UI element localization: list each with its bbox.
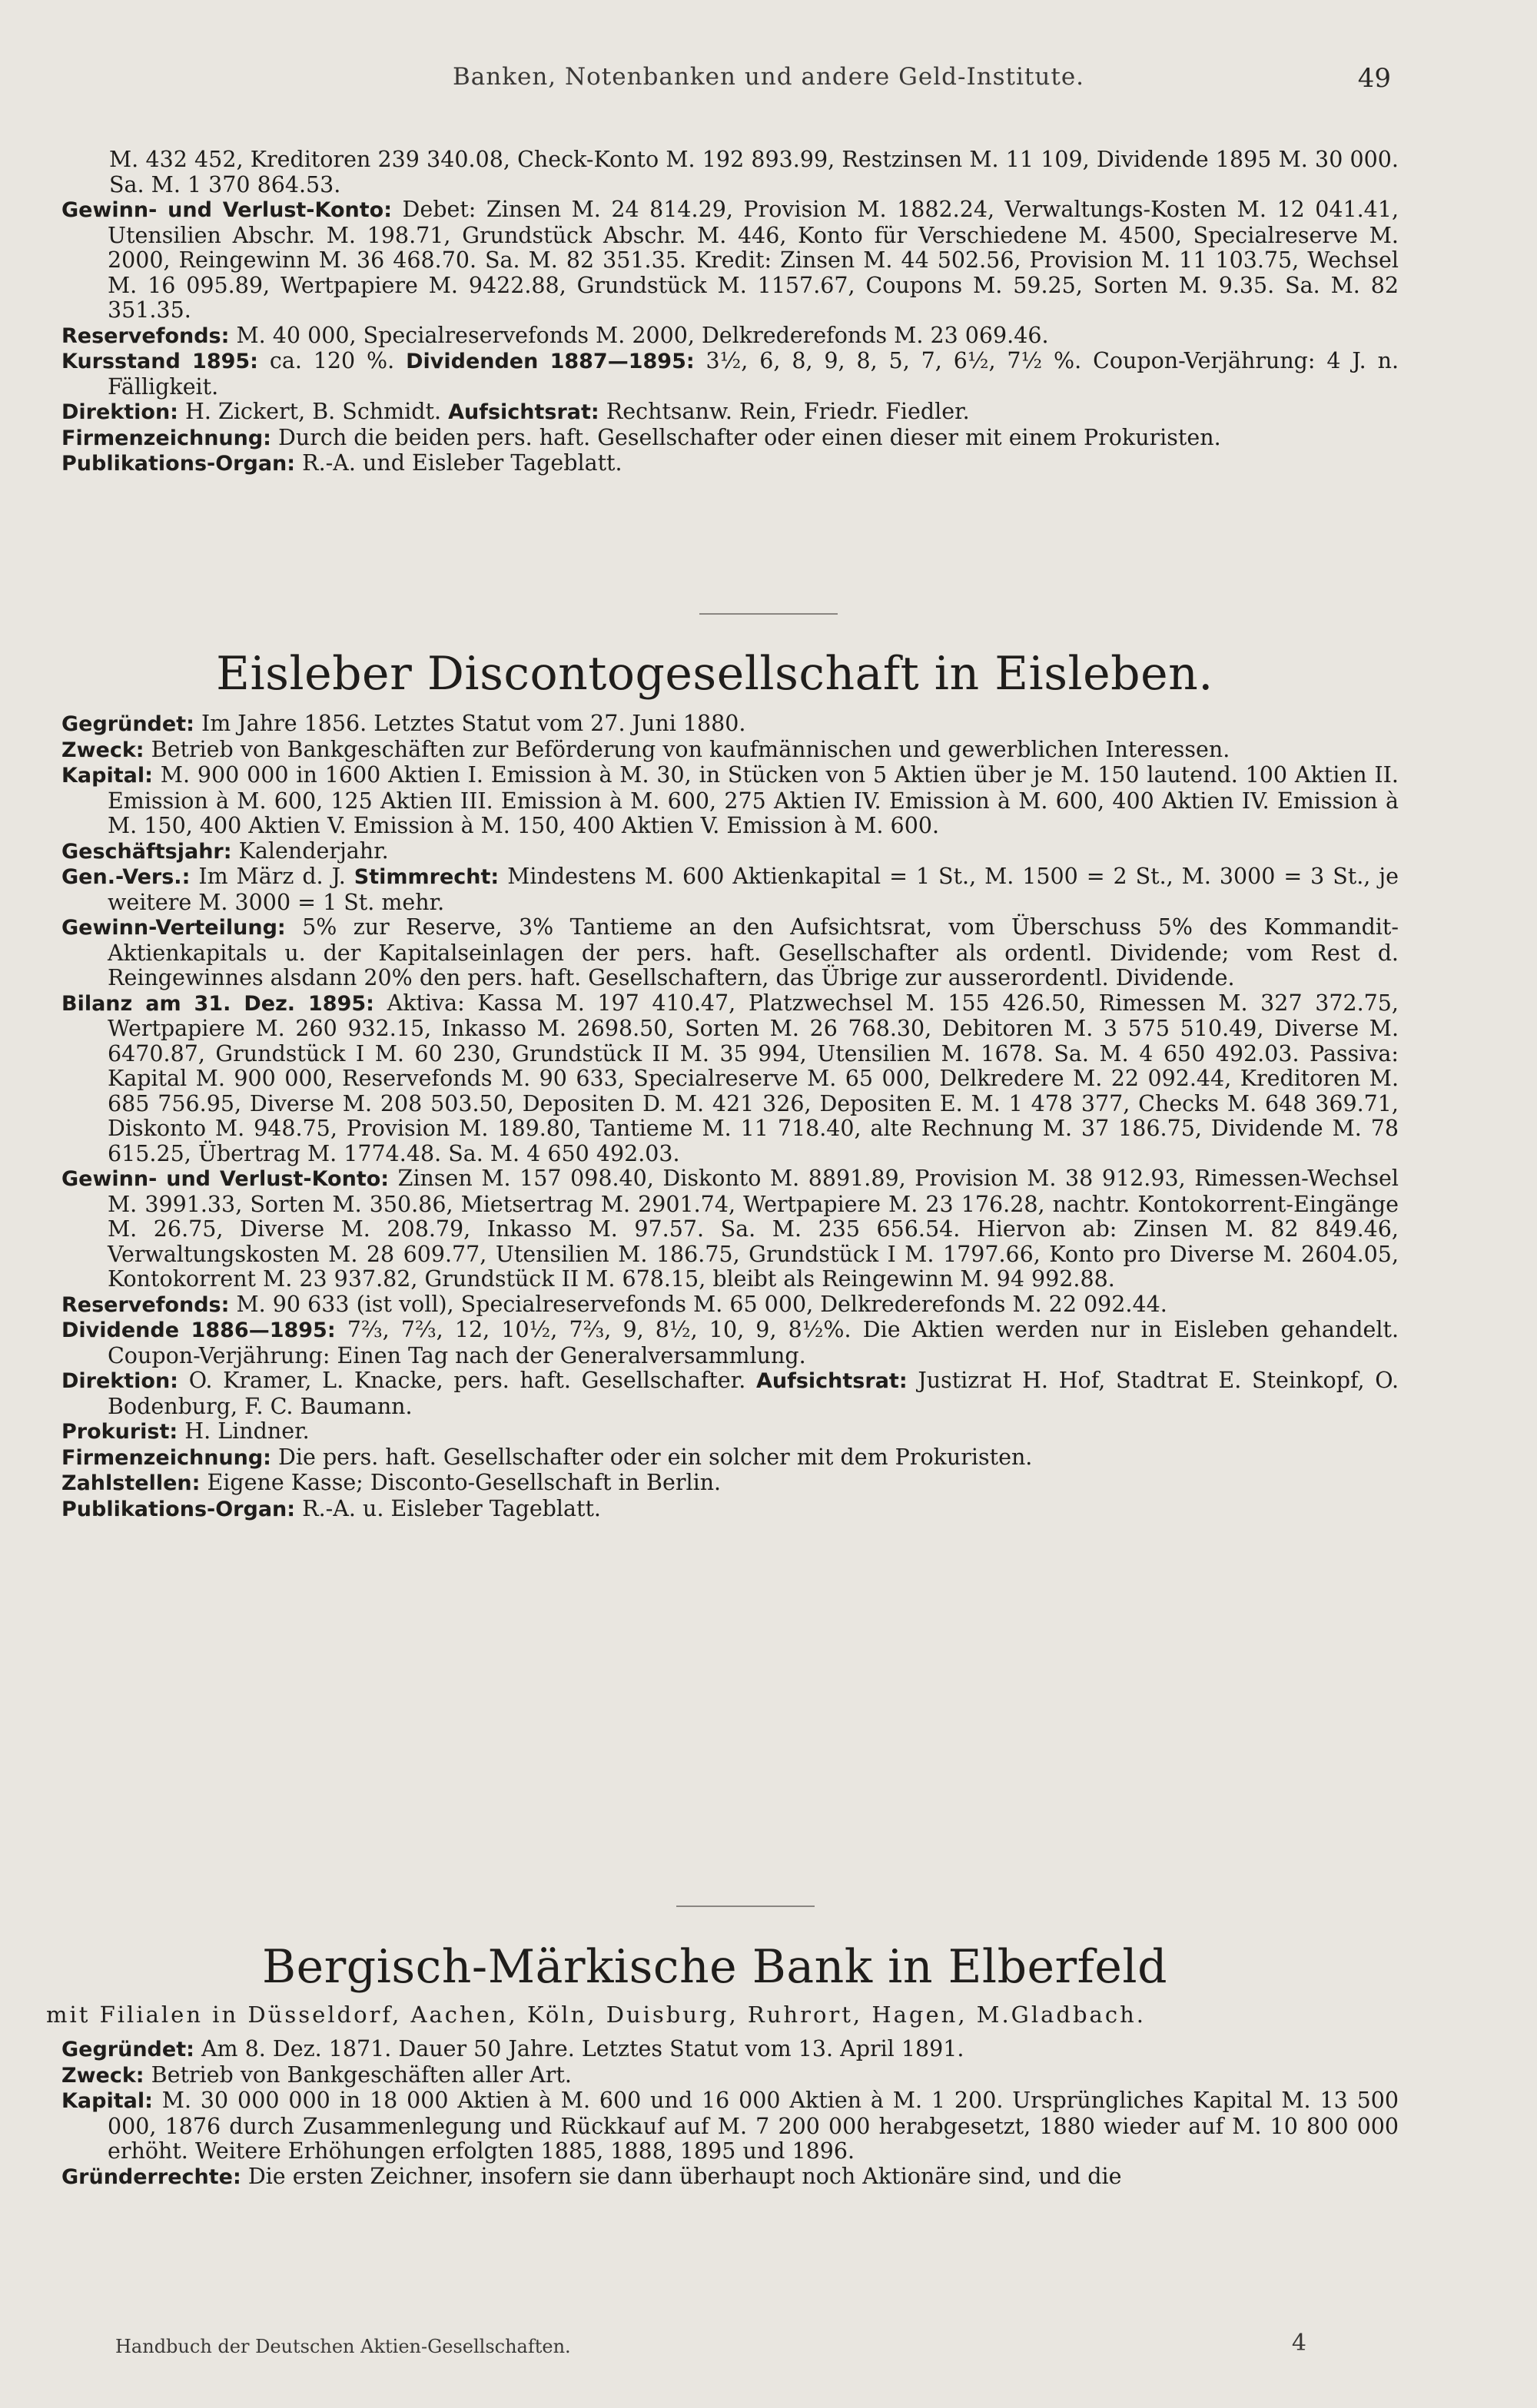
bergisch-title: Bergisch-Märkische Bank in Elberfeld [262,1940,1167,1994]
entry-text: Kalenderjahr. [238,837,389,864]
footer-text: Handbuch der Deutschen Aktien-Gesellschaften. [115,2336,571,2357]
firmenzeichnung-label: Firmenzeichnung: [61,426,271,450]
entry-text: Im März d. J. [198,864,346,889]
dividend-label: Dividenden 1887—1895: [406,350,695,373]
continuation-section [31,148,1399,477]
entry-label: Prokurist: [61,1420,178,1444]
entry-label: Publikations-Organ: [61,1497,296,1521]
entry-label: Stimmrecht: [354,865,500,889]
entry-label: Firmenzeichnung: [61,1445,271,1470]
continuation-lines [31,148,1399,197]
entry [31,991,1399,1167]
gv-label: Gewinn- und Verlust-Konto: [61,198,392,222]
entry-label: Geschäftsjahr: [61,839,232,864]
entry [31,1318,1399,1368]
entry-label: Kapital: [61,2089,153,2113]
entry-text: 7⅔, 7⅔, 12, 10½, 7⅔, 9, 8½, 10, 9, 8½%. Die Aktien werden nur in Eisleben gehandelt. Coupon-Verjährung: Einen Tag nach der Generalversammlung. [108,1317,1399,1368]
direktion-label: Direktion: [61,400,178,424]
firmenzeichnung-entry [31,426,1399,452]
publikation-entry [31,451,1399,477]
entry-text: Betrieb von Bankgeschäften aller Art. [151,2061,572,2088]
kurs-text: ca. 120 %. [269,348,395,373]
publikation-text: R.-A. und Eisleber Tageblatt. [302,450,622,476]
publikation-label: Publikations-Organ: [61,452,296,476]
entry [31,2063,1399,2089]
kurs-label: Kursstand 1895: [61,350,258,373]
direktion-entry [31,400,1399,426]
entry-text: Aktiva: Kassa M. 197 410.47, Platzwechsel M. 155 426.50, Rimessen M. 327 372.75, Wertpapiere M. 260 932.15, Inkasso M. 2698.50, Sorten M. 26 768.30, Debitoren M. 3 575 510.49, Diverse M. 6470.87, Grundstück I M. 60 230, Grundstück II M. 35 994, Utensilien M. 1678. Sa. M. 4 650 492.03. Passiva: Kapital M. 900 000, Reservefonds M. 90 633, Specialreserve M. 65 000, Delkredere M. 22 092.44, Kreditoren M. 685 756.95, Diverse M. 208 503.50, Depositen D. M. 421 326, Depositen E. M. 1 478 377, Checks M. 648 369.71, Diskonto M. 948.75, Provision M. 189.80, Tantieme M. 11 718.40, alte Rechnung M. 37 186.75, Dividende M. 78 615.25, Übertrag M. 1774.48. Sa. M. 4 650 492.03. [108,990,1399,1166]
entry-label: Direktion: [61,1369,178,1393]
entry [31,1419,1399,1445]
bergisch-entries [31,2037,1399,2190]
entry-label: Gen.-Vers.: [61,865,191,889]
eisleben-section [31,647,1399,1522]
reserve-label: Reservefonds: [61,323,230,348]
bergisch-subtitle: mit Filialen in Düsseldorf, Aachen, Köln, Duisburg, Ruhrort, Hagen, M.Gladbach. [46,2002,1146,2028]
entry [31,2037,1399,2063]
section-divider [699,613,838,615]
entry-label: Kapital: [61,764,153,788]
entry-label: Zweck: [61,2063,144,2088]
continuation-text: M. 432 452, Kreditoren 239 340.08, Check-Konto M. 192 893.99, Restzinsen M. 11 109, Dividende 1895 M. 30 000. Sa. M. 1 370 864.53. [109,147,1399,197]
entry-label: Bilanz am 31. Dez. 1895: [61,991,374,1016]
entry [31,763,1399,839]
entry [31,1497,1399,1523]
reserve-text: M. 40 000, Specialreservefonds M. 2000, Delkrederefonds M. 23 069.46. [236,322,1049,348]
entry-label: Gewinn- und Verlust-Konto: [61,1167,390,1191]
eisleben-entries [31,711,1399,1522]
eisleben-title: Eisleber Discontogesellschaft in Eisleben. [216,647,1213,701]
entry-text: Die ersten Zeichner, insofern sie dann überhaupt noch Aktionäre sind, und die [247,2163,1122,2189]
entry [31,839,1399,865]
entry [31,2164,1399,2191]
entry-text: R.-A. u. Eisleber Tageblatt. [302,1495,601,1521]
bergisch-section [31,1940,1399,2190]
entry [31,711,1399,738]
entry-label: Gewinn-Verteilung: [61,916,286,940]
signature-mark: 4 [1291,2330,1306,2357]
section-divider [676,1906,815,1907]
entry-label: Aufsichtsrat: [755,1369,908,1393]
entry [31,738,1399,764]
entry [31,1292,1399,1318]
entry-text: Betrieb von Bankgeschäften zur Beförderung von kaufmännischen und gewerblichen Interessen. [151,736,1230,762]
entry-text: M. 900 000 in 1600 Aktien I. Emission à M. 30, in Stücken von 5 Aktien über je M. 150 lautend. 100 Aktien II. Emission à M. 600, 125 Aktien III. Emission à M. 600, 275 Aktien IV. Emission à M. 600, 400 Aktien IV. Emission à M. 150, 400 Aktien V. Emission à M. 150, 400 Aktien V. Emission à M. 600. [108,762,1399,838]
entry-text: 5% zur Reserve, 3% Tantieme an den Aufsichtsrat, vom Überschuss 5% des Kommandit-Aktienkapitals u. der Kapitalseinlagen der pers. haft. Gesellschafter als ordentl. Dividende; vom Rest d. Reingewinnes alsdann 20% den pers. haft. Gesellschaftern, das Übrige zur ausserordentl. Dividende. [108,914,1399,990]
entry-text: Die pers. haft. Gesellschafter oder ein solcher mit dem Prokuristen. [278,1444,1033,1470]
entry-label: Gründerrechte: [61,2164,241,2189]
entry-text: Im Jahre 1856. Letztes Statut vom 27. Juni 1880. [201,711,746,736]
entry-label: Dividende 1886—1895: [61,1318,336,1342]
entry-text: Justizrat H. Hof, Stadtrat E. Steinkopf, O. Bodenburg, F. C. Baumann. [108,1368,1399,1419]
gv-text: Debet: Zinsen M. 24 814.29, Provision M. 1882.24, Verwaltungs-Kosten M. 12 041.41, Utensilien Abschr. M. 198.71, Grundstück Abschr. M. 446, Konto für Verschiedene M. 4500, Specialreserve M. 2000, Reingewinn M. 36 468.70. Sa. M. 82 351.35. Kredit: Zinsen M. 44 502.56, Provision M. 11 103.75, Wechsel M. 16 095.89, Wertpapiere M. 9422.88, Grundstück M. 1157.67, Coupons M. 59.25, Sorten M. 9.35. Sa. M. 82 351.35. [108,197,1399,323]
dividend-text: 3½, 6, 8, 9, 8, 5, 7, 6½, 7½ %. Coupon-Verjährung: 4 J. n. Fälligkeit. [108,348,1399,400]
entry [31,1368,1399,1419]
running-title: Banken, Notenbanken und andere Geld-Institute. [452,63,1085,91]
entry [31,1166,1399,1292]
entry-label: Zweck: [61,738,144,762]
firmenzeichnung-text: Durch die beiden pers. haft. Gesellschafter oder einen dieser mit einem Prokuristen. [278,424,1221,450]
entry-text: H. Lindner. [184,1418,310,1444]
entry-text: Eigene Kasse; Disconto-Gesellschaft in Berlin. [207,1470,722,1495]
entry-label: Zahlstellen: [61,1471,201,1495]
entry [31,2088,1399,2164]
entry-text: M. 90 633 (ist voll), Specialreservefonds M. 65 000, Delkrederefonds M. 22 092.44. [236,1291,1167,1317]
direktion-text: H. Zickert, B. Schmidt. [185,399,442,424]
entry-label: Gegründet: [61,712,194,736]
kurs-entry [31,349,1399,400]
reserve-entry [31,323,1399,350]
entry [31,1471,1399,1497]
entry [31,864,1399,915]
entry-label: Gegründet: [61,2038,194,2061]
entry-text: Am 8. Dez. 1871. Dauer 50 Jahre. Letztes Statut vom 13. April 1891. [201,2036,964,2061]
entry-label: Reservefonds: [61,1292,230,1317]
entry-text: O. Kramer, L. Knacke, pers. haft. Gesellschafter. [188,1368,746,1393]
aufsichtsrat-label: Aufsichtsrat: [448,400,599,424]
footer [115,2330,1422,2357]
entry-text: Mindestens M. 600 Aktienkapital = 1 St., M. 1500 = 2 St., M. 3000 = 3 St., je weitere M. 3000 = 1 St. mehr. [108,864,1399,915]
entry [31,915,1399,991]
entry-text: Zinsen M. 157 098.40, Diskonto M. 8891.89, Provision M. 38 912.93, Rimessen-Wechsel M. 3991.33, Sorten M. 350.86, Mietsertrag M. 2901.74, Wertpapiere M. 23 176.28, nachtr. Kontokorrent-Eingänge M. 26.75, Diverse M. 208.79, Inkasso M. 97.57. Sa. M. 235 656.54. Hiervon ab: Zinsen M. 82 849.46, Verwaltungskosten M. 28 609.77, Utensilien M. 186.75, Grundstück I M. 1797.66, Konto pro Diverse M. 2604.05, Kontokorrent M. 23 937.82, Grundstück II M. 678.15, bleibt als Reingewinn M. 94 992.88. [108,1166,1399,1292]
aufsichtsrat-text: Rechtsanw. Rein, Friedr. Fiedler. [606,399,970,424]
entry-text: M. 30 000 000 in 18 000 Aktien à M. 600 und 16 000 Aktien à M. 1 200. Ursprüngliches Kapital M. 13 500 000, 1876 durch Zusammenlegung und Rückkauf auf M. 7 200 000 herabgesetzt, 1880 wieder auf M. 10 800 000 erhöht. Weitere Erhöhungen erfolgten 1885, 1888, 1895 und 1896. [108,2088,1399,2164]
page-number: 49 [1357,63,1391,94]
entry [31,1445,1399,1471]
gv-entry [31,197,1399,323]
